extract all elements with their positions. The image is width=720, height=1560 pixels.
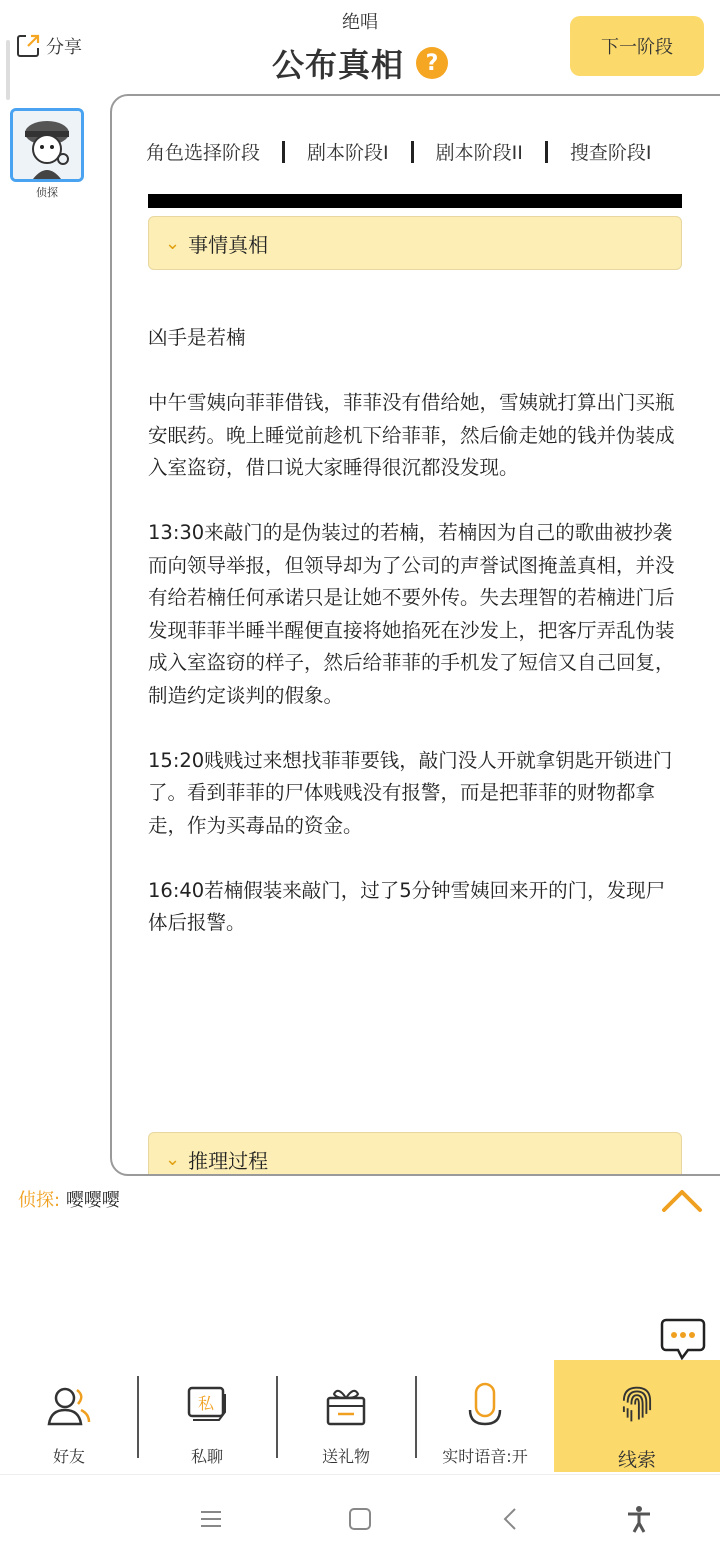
- back-button[interactable]: [491, 1499, 531, 1539]
- tab-script-2[interactable]: 剧本阶段II: [435, 142, 523, 164]
- back-chevron-icon: [499, 1507, 523, 1531]
- voice-toggle-button[interactable]: [416, 1360, 554, 1472]
- chevron-up-icon[interactable]: [660, 1184, 704, 1214]
- detective-avatar-icon: [13, 111, 81, 179]
- truth-paragraph: 16:40若楠假装来敲门，过了5分钟雪姨回来开的门，发现尸体后报警。: [148, 878, 666, 934]
- reasoning-section-header[interactable]: [148, 1132, 682, 1176]
- friends-label: 好友: [52, 1447, 85, 1466]
- chevron-down-icon: ⌄: [165, 1148, 181, 1170]
- truth-paragraph: 凶手是若楠: [148, 326, 246, 349]
- accessibility-icon: [625, 1505, 653, 1533]
- help-icon[interactable]: ?: [416, 47, 448, 79]
- send-gift-button[interactable]: [277, 1360, 415, 1472]
- chat-speaker: 侦探:: [18, 1190, 61, 1211]
- private-chat-button[interactable]: [138, 1360, 276, 1472]
- bottom-toolbar: [0, 1360, 720, 1472]
- tab-script-1[interactable]: 剧本阶段I: [307, 142, 389, 164]
- recent-apps-button[interactable]: [191, 1499, 231, 1539]
- chat-bubble-icon[interactable]: [660, 1316, 706, 1362]
- truth-paragraph: 13:30来敲门的是伪装过的若楠，若楠因为自己的歌曲被抄袭而向领导举报，但领导却为了公司的声誉试图掩盖真相，并没有给若楠任何承诺只是让她不要外传。失去理智的若楠进门后发现菲菲半睡半醒便直接将她掐死在沙发上，把客厅弄乱伪装成入室盗窃的样子，然后给菲菲的手机发了短信又自己回复，制造约定谈判的假象。: [148, 521, 675, 707]
- stage-tabs: [146, 138, 651, 165]
- microphone-icon: [461, 1382, 509, 1430]
- gift-icon: [322, 1382, 370, 1430]
- tab-search-1[interactable]: 搜查阶段I: [569, 142, 652, 164]
- private-chat-label: 私聊: [190, 1447, 223, 1466]
- private-chat-glyph: 私: [197, 1394, 215, 1413]
- content-panel[interactable]: [110, 94, 720, 1176]
- fingerprint-icon: [613, 1382, 661, 1427]
- tab-role-selection[interactable]: 角色选择阶段: [146, 142, 261, 164]
- page-title: 公布真相: [271, 46, 404, 84]
- truth-section-title: 事情真相: [188, 232, 269, 257]
- truth-section-header[interactable]: [148, 216, 682, 270]
- share-label: 分享: [46, 37, 82, 58]
- voice-label: 实时语音:开: [442, 1447, 528, 1466]
- divider-bar: [148, 194, 682, 208]
- next-stage-button[interactable]: 下一阶段: [570, 16, 704, 76]
- tab-divider: [282, 141, 285, 163]
- truth-paragraph: 15:20贱贱过来想找菲菲要钱，敲门没人开就拿钥匙开锁进门了。看到菲菲的尸体贱贱没有报警，而是把菲菲的财物都拿走，作为买毒品的资金。: [148, 748, 673, 837]
- friends-icon: [45, 1382, 93, 1430]
- tab-divider: [411, 141, 414, 163]
- home-square-icon: [348, 1507, 372, 1531]
- private-chat-icon: [183, 1382, 231, 1430]
- clues-label: 线索: [617, 1449, 656, 1471]
- role-label: 侦探: [36, 186, 58, 199]
- avatar[interactable]: [10, 108, 84, 182]
- truth-paragraph: 中午雪姨向菲菲借钱，菲菲没有借给她，雪姨就打算出门买瓶安眠药。晚上睡觉前趁机下给菲菲，然后偷走她的钱并伪装成入室盗窃，借口说大家睡得很沉都没发现。: [148, 391, 675, 479]
- script-name: 绝唱: [342, 12, 378, 33]
- menu-icon: [199, 1507, 223, 1531]
- chevron-down-icon: ⌄: [165, 232, 181, 254]
- tab-divider: [545, 141, 548, 163]
- truth-content: [148, 322, 682, 972]
- chat-text: 嘤嘤嘤: [65, 1190, 120, 1211]
- accessibility-button[interactable]: [619, 1499, 659, 1539]
- home-button[interactable]: [340, 1499, 380, 1539]
- reasoning-section-title: 推理过程: [188, 1148, 269, 1173]
- clues-button[interactable]: [554, 1360, 720, 1472]
- send-gift-label: 送礼物: [321, 1447, 370, 1466]
- system-nav-bar: [0, 1474, 720, 1560]
- chat-message: [18, 1186, 120, 1212]
- friends-button[interactable]: [0, 1360, 138, 1472]
